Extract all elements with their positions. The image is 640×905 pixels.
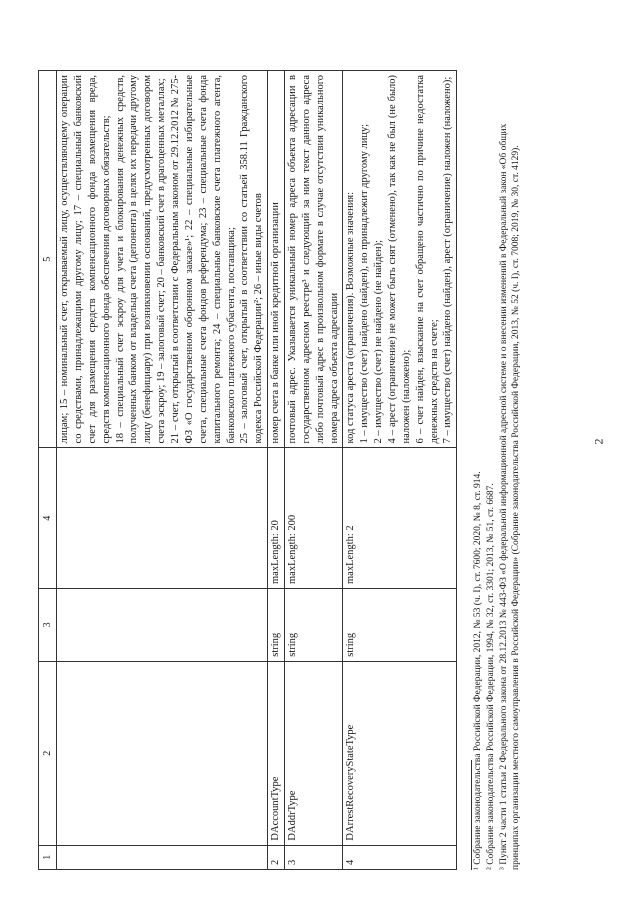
restriction	[57, 448, 268, 589]
type-name: DAddrType	[284, 661, 342, 845]
footnote-2: ² Собрание законодательства Российской Федерации, 1994, № 32, ст. 3301; 2013, № 51, ст. 6687.	[486, 483, 497, 870]
description-cell	[284, 71, 342, 448]
data-types-table	[38, 70, 457, 870]
restriction: maxLength: 20	[268, 448, 285, 589]
description-line: 6 – счет найден, взыскание на счет обращено частично по причине недостатка денежных средств на счете;	[414, 75, 440, 444]
description-cell	[57, 71, 268, 448]
restriction: maxLength: 2	[343, 448, 457, 589]
description-line: 4 – арест (ограничение) не может быть снят (отменено), так как не был (не было) наложен (наложено);	[386, 75, 412, 444]
base-type	[57, 589, 268, 662]
description-line: 25 – залоговый счет, открытый в соответствии со статьей 358.11 Гражданского кодекса Российской Федерации²; 26 – иные виды счетов	[239, 75, 265, 444]
header-col-5: 5	[39, 71, 57, 448]
description-line: код статуса ареста (ограничения). Возможные значения:	[345, 191, 357, 444]
row-number: 2	[268, 845, 285, 869]
footnote-3: ³ Пункт 2 части 1 статьи 2 Федерального закона от 28.12.2013 № 443-ФЗ «О федеральной информационной адресной системе и о внесении изменений в Федеральный закон «Об общих принципах организации местного самоуправления в Российской Федерации» (Собрание законодательства Российской Федерации, 2013, № 52 (ч. I), ст. 7008; 2019, № 30, ст. 4129).	[499, 123, 521, 870]
description-cell	[343, 71, 457, 448]
type-name: DArrestRecoveryStateType	[343, 661, 457, 845]
restriction: maxLength: 200	[284, 448, 342, 589]
description-cell	[268, 71, 285, 448]
type-name	[57, 661, 268, 845]
header-col-3: 3	[39, 589, 57, 662]
description-line: 1 – имущество (счет) найдено (найден), но принадлежит другому лицу;	[359, 123, 371, 444]
base-type: string	[284, 589, 342, 662]
description-line: 7 – имущество (счет) найдено (найден), арест (ограничение) наложен (наложено);	[442, 76, 454, 444]
row-number: 3	[284, 845, 342, 869]
header-col-1: 1	[39, 845, 57, 869]
table-row	[57, 71, 268, 870]
base-type: string	[268, 589, 285, 662]
row-number: 4	[343, 845, 457, 869]
description-line: лицам; 15 – номинальный счет, открываемый лицу, осуществляющему операции со средствами, принадлежащими другому лицу; 17 – специальный банковский счет для размещения средств компенсационного фонда возмещения вреда, средств компенсационного фонда обеспечения договорных обязательств;	[59, 75, 112, 444]
table-row	[284, 71, 342, 870]
description-line: номер счета в банке или иной кредитной организации	[270, 202, 282, 444]
page-number: 2	[591, 438, 606, 445]
row-number	[57, 845, 268, 869]
table-row	[268, 71, 285, 870]
description-line: 2 – имущество (счет) не найдено (не найден);	[373, 239, 385, 444]
description-line: почтовый адрес. Указывается уникальный номер адреса объекта адресации в государственном адресном реестре³ и следующий за ним текст данного адреса либо почтовый адрес в произвольном формате в случае отсутствия уникального номера адреса объекта адресации	[286, 75, 340, 444]
table-header-row	[39, 71, 57, 870]
footnotes	[471, 80, 523, 870]
rotated-page-content	[38, 25, 598, 885]
table-row	[343, 71, 457, 870]
description-line: 21 – счет, открытый в соответствии с Федеральным законом от 29.12.2012 № 275-ФЗ «О государственном оборонном заказе»¹; 22 – специальные избирательные счета, специальные счета фондов референдума; 23 – специальные счета фонда капитального ремонта; 24 – специальные банковские счета платежного агента, банковского платежного субагента, поставщика;	[170, 75, 237, 444]
footnote-1: ¹ Собрание законодательства Российской Федерации, 2012, № 53 (ч. I), ст. 7600; 2020, № 8, ст. 914.	[473, 471, 484, 870]
description-line: 18 – специальный счет эскроу для учета и блокирования денежных средств, полученных банком от владельца счета (депонента) в целях их передачи другому лицу (бенефициару) при возникновении оснований, предусмотренных договором счета эскроу; 19 – залоговый счет; 20 – банковский счет в драгоценных металлах;	[114, 75, 168, 444]
header-col-2: 2	[39, 661, 57, 845]
base-type: string	[343, 589, 457, 662]
header-col-4: 4	[39, 448, 57, 589]
type-name: DAccountType	[268, 661, 285, 845]
